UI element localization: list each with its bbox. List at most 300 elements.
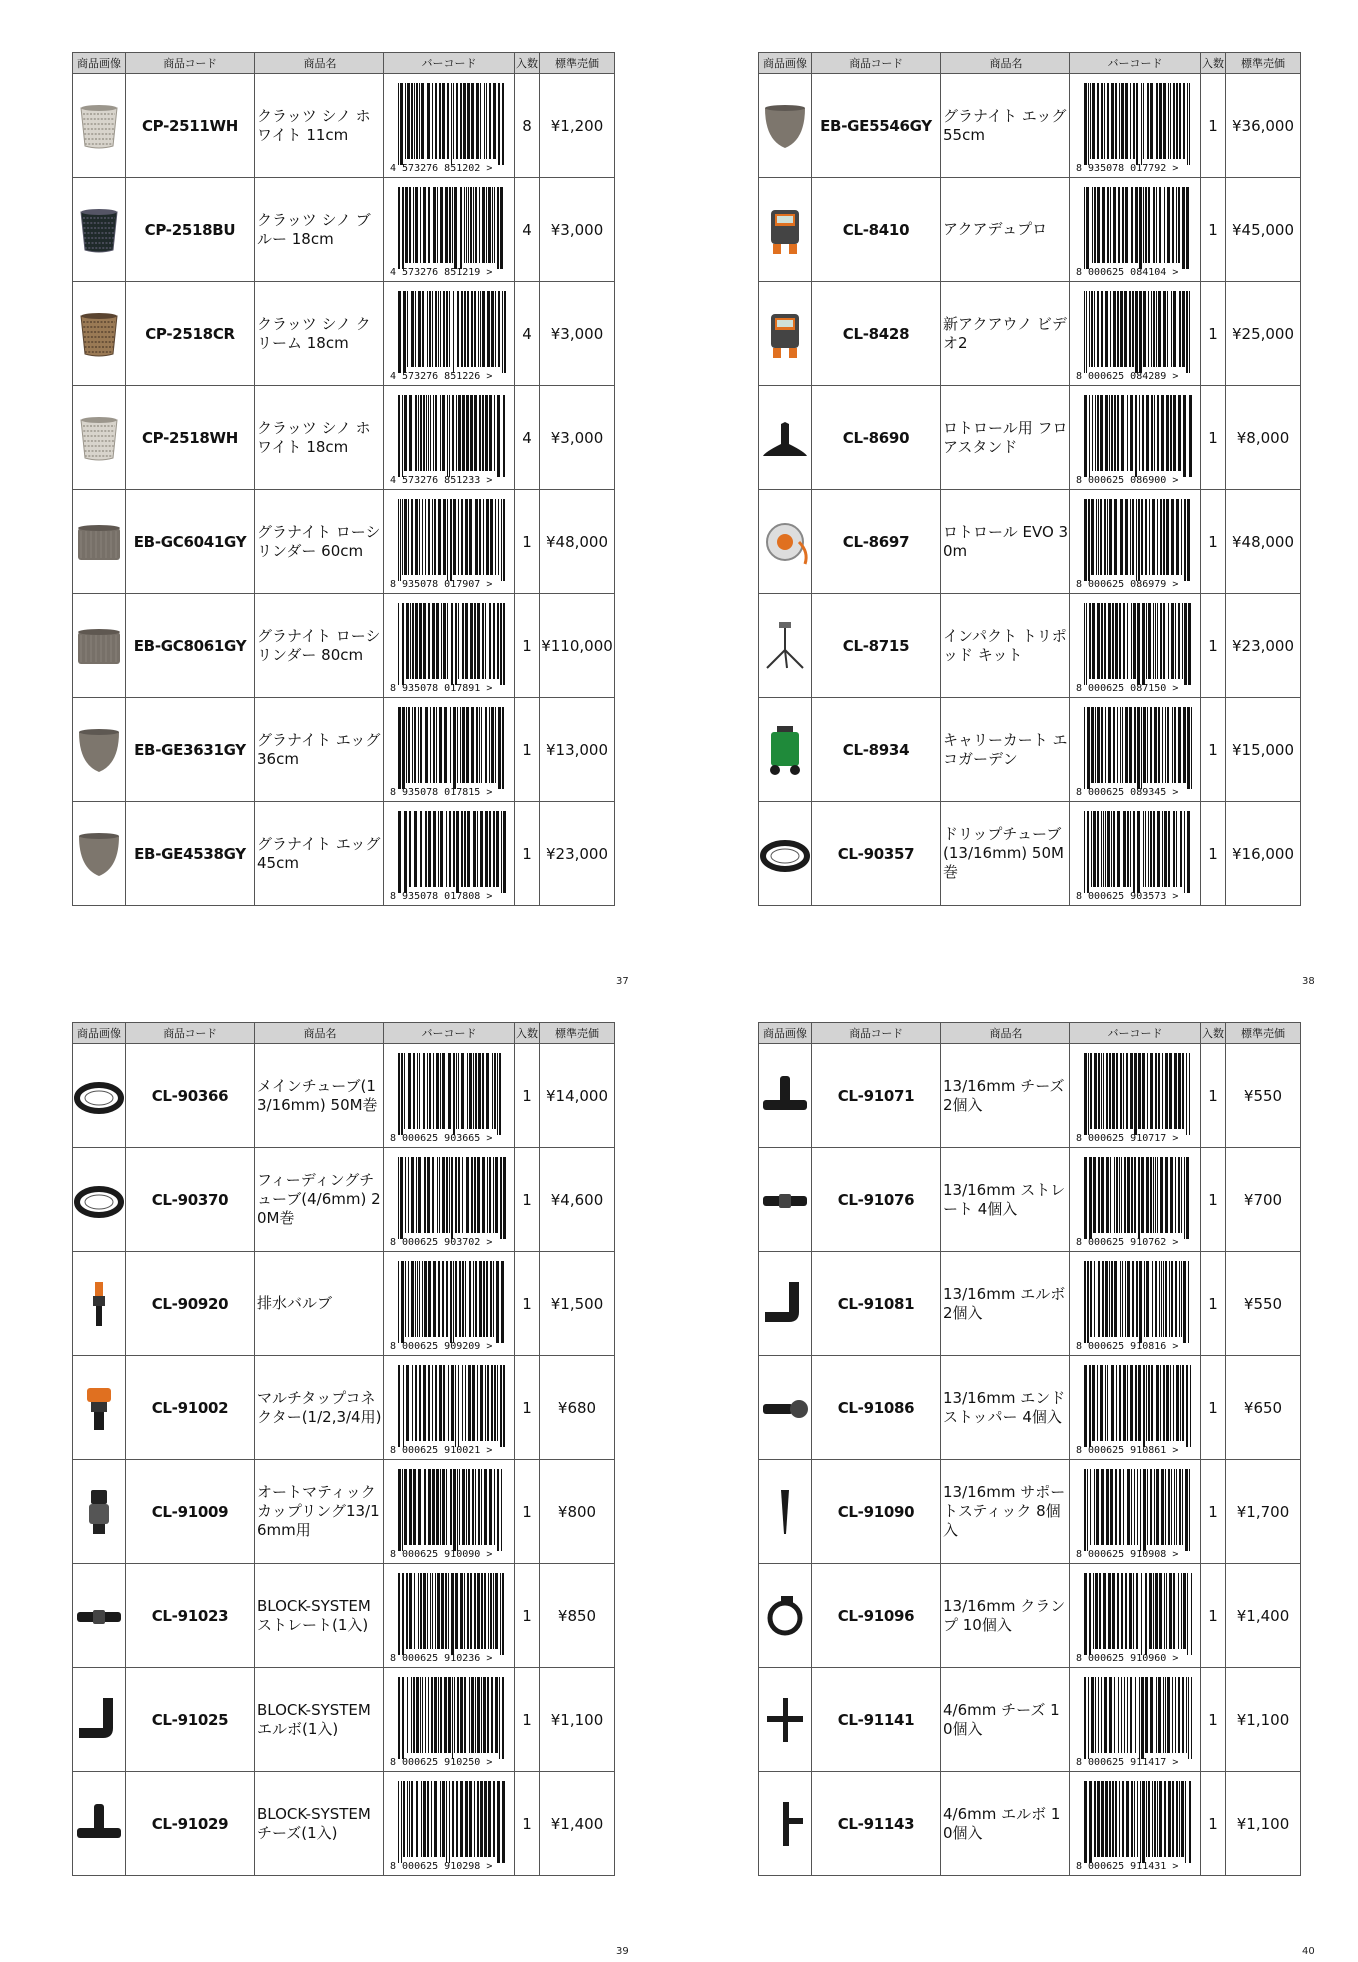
barcode-image: [388, 181, 510, 279]
barcode-bar: [465, 499, 468, 575]
barcode-bar: [411, 1781, 413, 1857]
barcode-bar: [493, 603, 495, 679]
barcode-bar: [1184, 811, 1185, 893]
barcode-bar: [1126, 1781, 1129, 1857]
barcode-bar: [1146, 603, 1147, 679]
pack-quantity: 1: [515, 1252, 540, 1356]
barcode-bar: [401, 1781, 402, 1863]
product-row: [73, 1564, 615, 1668]
barcode-bar: [478, 1053, 481, 1129]
barcode-bar: [430, 395, 431, 471]
barcode-bar: [433, 1261, 436, 1337]
barcode-bar: [469, 499, 472, 575]
product-row: [73, 386, 615, 490]
product-row: [73, 594, 615, 698]
barcode-bar: [1087, 1261, 1089, 1343]
barcode-bar: [435, 395, 437, 471]
pack-quantity: 1: [1201, 1772, 1226, 1876]
barcode-image: [1074, 181, 1196, 279]
column-header: バーコード: [384, 53, 515, 74]
barcode-image: [388, 389, 510, 487]
barcode-bar: [462, 1157, 463, 1233]
barcode-cell: [384, 490, 515, 594]
barcode-bar: [490, 1573, 492, 1649]
standard-price: ¥48,000: [540, 490, 615, 594]
barcode-bar: [1113, 291, 1116, 367]
barcode-bar: [1181, 1573, 1182, 1649]
product-name: クラッツ シノ クリーム 18cm: [255, 282, 384, 386]
barcode-bar: [502, 1677, 504, 1759]
product-name: 4/6mm エルボ 10個入: [941, 1772, 1070, 1876]
barcode-bar: [451, 1365, 454, 1441]
barcode-bar: [1117, 707, 1118, 783]
barcode-bar: [458, 395, 461, 471]
barcode-bar: [411, 291, 414, 367]
barcode-bar: [1178, 1157, 1180, 1233]
barcode-bar: [408, 499, 409, 575]
barcode-number: 8 000625 084289 >: [1076, 370, 1179, 382]
barcode-bar: [1183, 1573, 1186, 1649]
barcode-bar: [1153, 811, 1155, 887]
barcode-bar: [1109, 1781, 1111, 1857]
barcode-bar: [472, 1365, 475, 1441]
barcode-bar: [1121, 1677, 1122, 1753]
product-image-cell: [759, 698, 812, 802]
barcode-bar: [1110, 291, 1111, 367]
barcode-bar: [1145, 1573, 1147, 1655]
product-row: [73, 1668, 615, 1772]
barcode-bar: [1175, 603, 1176, 679]
straight-connector-icon: [73, 1590, 125, 1642]
barcode-bar: [1175, 1157, 1176, 1233]
barcode-bar: [482, 1053, 484, 1129]
barcode-bar: [1135, 291, 1138, 373]
barcode-bar: [1108, 1573, 1111, 1649]
product-name: キャリーカート エコガーデン: [941, 698, 1070, 802]
barcode-bar: [428, 1365, 430, 1441]
barcode-bar: [428, 1261, 431, 1337]
barcode-bar: [474, 1157, 476, 1233]
barcode-bar: [460, 1781, 463, 1857]
barcode-bar: [1131, 1157, 1133, 1233]
barcode-bar: [1151, 395, 1153, 471]
barcode-bar: [453, 707, 456, 789]
barcode-bar: [453, 811, 455, 887]
product-name: 13/16mm クランプ 10個入: [941, 1564, 1070, 1668]
barcode-bar: [1158, 707, 1160, 783]
barcode-bar: [1101, 1157, 1104, 1233]
barcode-bar: [1169, 1573, 1172, 1649]
product-row: [759, 282, 1301, 386]
product-row: [73, 1772, 615, 1876]
barcode-bar: [1158, 1677, 1161, 1753]
product-image-cell: [759, 802, 812, 906]
barcode-bar: [415, 603, 418, 679]
barcode-bar: [1163, 291, 1166, 367]
barcode-bar: [1187, 499, 1190, 581]
barcode-bar: [477, 1781, 479, 1857]
product-code: CL-91096: [812, 1564, 941, 1668]
barcode-bar: [1135, 395, 1137, 477]
barcode-bar: [1180, 811, 1182, 887]
barcode-bar: [1112, 1573, 1115, 1649]
barcode-bar: [1182, 1469, 1183, 1545]
barcode-bar: [1101, 1053, 1102, 1129]
barcode-bar: [438, 811, 439, 887]
barcode-bar: [418, 1469, 421, 1545]
barcode-bar: [1084, 1053, 1087, 1135]
barcode-bar: [486, 187, 487, 263]
product-image-cell: [759, 1668, 812, 1772]
barcode-bar: [448, 1053, 451, 1129]
barcode-bar: [488, 1573, 489, 1649]
barcode-number: 8 000625 089345 >: [1076, 786, 1179, 798]
barcode-cell: [384, 386, 515, 490]
pack-quantity: 4: [515, 178, 540, 282]
barcode-bar: [471, 1157, 473, 1233]
barcode-image: [388, 285, 510, 383]
barcode-bar: [1092, 187, 1093, 263]
barcode-number: 8 000625 910717 >: [1076, 1132, 1179, 1144]
barcode-bar: [1170, 1157, 1173, 1233]
barcode-bar: [1109, 1261, 1110, 1337]
barcode-bar: [449, 395, 450, 477]
barcode-image: [1074, 77, 1196, 175]
barcode-bar: [435, 83, 437, 159]
column-header: 商品画像: [73, 53, 126, 74]
barcode-bar: [1157, 1781, 1158, 1857]
barcode-bar: [481, 1573, 483, 1649]
barcode-bar: [417, 1053, 418, 1129]
barcode-bar: [1189, 291, 1190, 373]
standard-price: ¥3,000: [540, 386, 615, 490]
barcode-number: 8 935078 017808 >: [390, 890, 493, 902]
barcode-bar: [1120, 499, 1123, 575]
barcode-bar: [1165, 1469, 1166, 1545]
barcode-bar: [409, 187, 411, 263]
barcode-bar: [490, 1261, 492, 1337]
barcode-bar: [1154, 1781, 1156, 1857]
barcode-bar: [1182, 1053, 1184, 1129]
product-name: 新アクアウノ ビデオ2: [941, 282, 1070, 386]
page-number: 37: [616, 976, 629, 987]
product-code: CL-91029: [126, 1772, 255, 1876]
product-code: CL-91081: [812, 1252, 941, 1356]
barcode-bar: [1127, 395, 1128, 471]
product-row: [759, 1044, 1301, 1148]
barcode-bar: [469, 1677, 470, 1753]
product-image-cell: [73, 1356, 126, 1460]
barcode-bar: [398, 1677, 400, 1759]
barcode-bar: [1097, 707, 1100, 783]
barcode-bar: [501, 499, 502, 581]
barcode-bar: [440, 1469, 441, 1545]
barcode-bar: [496, 1261, 499, 1343]
barcode-bar: [1141, 707, 1142, 789]
product-image-cell: [73, 386, 126, 490]
straight-connector-icon: [759, 1174, 811, 1226]
barcode-bar: [424, 1157, 426, 1233]
barcode-bar: [500, 187, 503, 269]
pack-quantity: 1: [515, 1044, 540, 1148]
barcode-bar: [1164, 1573, 1165, 1649]
barcode-bar: [1179, 1261, 1180, 1337]
barcode-bar: [1098, 1677, 1099, 1753]
column-header: 標準売価: [540, 1023, 615, 1044]
barcode-bar: [494, 395, 495, 471]
barcode-bar: [1178, 1677, 1180, 1753]
cream-ribbed-pot-icon: [73, 308, 125, 360]
barcode-bar: [1176, 811, 1177, 887]
barcode-bar: [1156, 291, 1157, 367]
barcode-bar: [408, 1157, 409, 1233]
product-table: [758, 1022, 1301, 1876]
barcode-bar: [1131, 603, 1132, 679]
barcode-bar: [1100, 395, 1103, 471]
barcode-bar: [1115, 603, 1118, 679]
barcode-bar: [1183, 707, 1186, 783]
barcode-bar: [465, 1781, 468, 1857]
barcode-bar: [489, 811, 491, 887]
pack-quantity: 1: [515, 1148, 540, 1252]
barcode-bar: [1182, 1677, 1184, 1753]
column-header: 商品名: [941, 1023, 1070, 1044]
barcode-bar: [423, 1053, 425, 1129]
barcode-bar: [1098, 499, 1099, 575]
barcode-bar: [479, 707, 480, 783]
barcode-bar: [1108, 603, 1111, 679]
barcode-bar: [485, 707, 487, 783]
barcode-image: [1074, 1047, 1196, 1145]
standard-price: ¥800: [540, 1460, 615, 1564]
barcode-bar: [1154, 395, 1155, 471]
barcode-bar: [1132, 499, 1134, 575]
barcode-bar: [402, 499, 403, 575]
barcode-bar: [402, 603, 404, 685]
barcode-bar: [418, 1157, 421, 1233]
barcode-bar: [485, 811, 488, 887]
barcode-bar: [479, 1261, 482, 1337]
barcode-bar: [1173, 1365, 1174, 1441]
pack-quantity: 1: [1201, 386, 1226, 490]
tee-connector-icon: [759, 1070, 811, 1122]
barcode-bar: [468, 187, 469, 263]
barcode-bar: [1168, 83, 1169, 159]
pack-quantity: 1: [515, 594, 540, 698]
barcode-bar: [1130, 1677, 1132, 1753]
barcode-bar: [1099, 1573, 1101, 1649]
barcode-bar: [428, 811, 431, 887]
barcode-bar: [466, 395, 469, 471]
barcode-bar: [432, 1573, 433, 1649]
barcode-bar: [1090, 1053, 1092, 1129]
barcode-bar: [1138, 1365, 1141, 1441]
standard-price: ¥8,000: [1226, 386, 1301, 490]
barcode-bar: [473, 1053, 474, 1129]
pack-quantity: 1: [1201, 1460, 1226, 1564]
barcode-bar: [1142, 603, 1145, 685]
barcode-bar: [1114, 499, 1117, 575]
barcode-bar: [466, 707, 469, 783]
product-code: CL-91023: [126, 1564, 255, 1668]
barcode-bar: [434, 499, 436, 575]
standard-price: ¥25,000: [1226, 282, 1301, 386]
barcode-bar: [398, 395, 400, 477]
barcode-bar: [1146, 1261, 1149, 1337]
page-number: 39: [616, 1946, 629, 1957]
product-name: グラナイト エッグ 45cm: [255, 802, 384, 906]
pack-quantity: 4: [515, 282, 540, 386]
barcode-bar: [1091, 707, 1094, 783]
barcode-bar: [1084, 291, 1085, 373]
barcode-bar: [403, 1365, 404, 1447]
barcode-bar: [1166, 395, 1169, 471]
barcode-bar: [1125, 1573, 1127, 1649]
barcode-bar: [1188, 603, 1191, 685]
barcode-bar: [459, 1469, 460, 1545]
barcode-bar: [457, 291, 459, 367]
barcode-bar: [1186, 187, 1189, 269]
barcode-bar: [467, 291, 469, 367]
barcode-bar: [488, 187, 491, 263]
barcode-bar: [503, 499, 505, 581]
barcode-bar: [497, 187, 499, 269]
barcode-bar: [488, 1781, 491, 1857]
product-image-cell: [73, 1772, 126, 1876]
barcode-bar: [1182, 291, 1185, 367]
barcode-bar: [423, 1365, 426, 1441]
barcode-bar: [1127, 603, 1128, 679]
barcode-bar: [1140, 1469, 1141, 1551]
barcode-bar: [1168, 811, 1170, 887]
barcode-bar: [1107, 499, 1108, 575]
barcode-bar: [409, 811, 411, 887]
barcode-bar: [1187, 707, 1190, 789]
barcode-bar: [404, 811, 407, 893]
barcode-bar: [1150, 83, 1153, 159]
barcode-bar: [426, 395, 427, 471]
product-row: [73, 1148, 615, 1252]
barcode-bar: [498, 499, 499, 575]
barcode-bar: [1146, 395, 1149, 471]
barcode-bar: [1175, 1677, 1176, 1753]
barcode-bar: [1123, 1365, 1126, 1441]
pack-quantity: 1: [1201, 1668, 1226, 1772]
barcode-bar: [416, 1157, 417, 1233]
barcode-bar: [406, 707, 407, 783]
barcode-bar: [1181, 1261, 1182, 1337]
barcode-bar: [1119, 603, 1121, 679]
barcode-bar: [412, 603, 414, 679]
column-header: 標準売価: [540, 53, 615, 74]
barcode-bar: [1091, 811, 1092, 887]
barcode-bar: [427, 1053, 428, 1129]
product-code: CL-91002: [126, 1356, 255, 1460]
barcode-bar: [439, 83, 441, 159]
barcode-bar: [432, 1365, 433, 1441]
barcode-bar: [1132, 1261, 1134, 1337]
barcode-bar: [440, 1781, 441, 1857]
barcode-bar: [481, 1469, 482, 1545]
barcode-bar: [462, 1261, 464, 1337]
barcode-bar: [1125, 187, 1128, 263]
barcode-bar: [1127, 1261, 1130, 1337]
barcode-bar: [1109, 499, 1112, 575]
barcode-bar: [1133, 83, 1135, 159]
column-header: バーコード: [1070, 1023, 1201, 1044]
barcode-bar: [491, 707, 494, 783]
barcode-bar: [1087, 811, 1089, 893]
barcode-bar: [1146, 1157, 1149, 1233]
barcode-bar: [1150, 1469, 1152, 1545]
barcode-bar: [462, 1469, 465, 1545]
barcode-bar: [473, 1261, 474, 1337]
barcode-bar: [442, 1781, 445, 1857]
barcode-bar: [1119, 83, 1120, 159]
barcode-bar: [401, 1261, 404, 1343]
barcode-image: [1074, 1567, 1196, 1665]
barcode-bar: [1127, 1157, 1130, 1233]
barcode-bar: [1148, 1781, 1150, 1857]
barcode-bar: [447, 499, 448, 581]
barcode-bar: [431, 1677, 433, 1753]
product-name: メインチューブ(13/16mm) 50M巻: [255, 1044, 384, 1148]
barcode-bar: [1124, 291, 1127, 367]
barcode-bar: [475, 1469, 476, 1545]
product-row: [759, 802, 1301, 906]
tee-connector-icon: [73, 1798, 125, 1850]
barcode-bar: [1125, 707, 1128, 783]
barcode-bar: [495, 1157, 498, 1233]
barcode-bar: [1123, 603, 1125, 679]
barcode-bar: [1101, 1677, 1102, 1753]
standard-price: ¥850: [540, 1564, 615, 1668]
product-code: CL-91090: [812, 1460, 941, 1564]
barcode-number: 8 000625 910298 >: [390, 1860, 493, 1872]
barcode-bar: [1143, 1365, 1145, 1447]
barcode-number: 8 000625 910816 >: [1076, 1340, 1179, 1352]
barcode-bar: [482, 291, 485, 367]
page-number: 38: [1302, 976, 1315, 987]
product-row: [759, 1252, 1301, 1356]
barcode-bar: [444, 1677, 447, 1753]
barcode-image: [388, 701, 510, 799]
barcode-image: [1074, 1463, 1196, 1561]
barcode-bar: [441, 603, 442, 679]
barcode-bar: [1187, 83, 1188, 165]
barcode-bar: [1143, 83, 1144, 159]
standard-price: ¥23,000: [1226, 594, 1301, 698]
barcode-bar: [1147, 707, 1148, 783]
pack-quantity: 1: [1201, 1148, 1226, 1252]
barcode-cell: [1070, 1668, 1201, 1772]
barcode-bar: [1182, 1365, 1184, 1441]
barcode-bar: [1095, 1677, 1096, 1753]
barcode-bar: [1150, 1157, 1152, 1233]
barcode-bar: [404, 1053, 405, 1129]
product-row: [73, 698, 615, 802]
barcode-bar: [1186, 1677, 1187, 1753]
barcode-bar: [441, 1573, 444, 1649]
product-image-cell: [73, 1564, 126, 1668]
product-name: 排水バルブ: [255, 1252, 384, 1356]
product-image-cell: [73, 490, 126, 594]
barcode-bar: [1120, 1261, 1121, 1337]
pack-quantity: 1: [1201, 282, 1226, 386]
barcode-bar: [475, 1677, 476, 1753]
barcode-bar: [402, 1677, 404, 1759]
barcode-bar: [467, 1053, 468, 1129]
